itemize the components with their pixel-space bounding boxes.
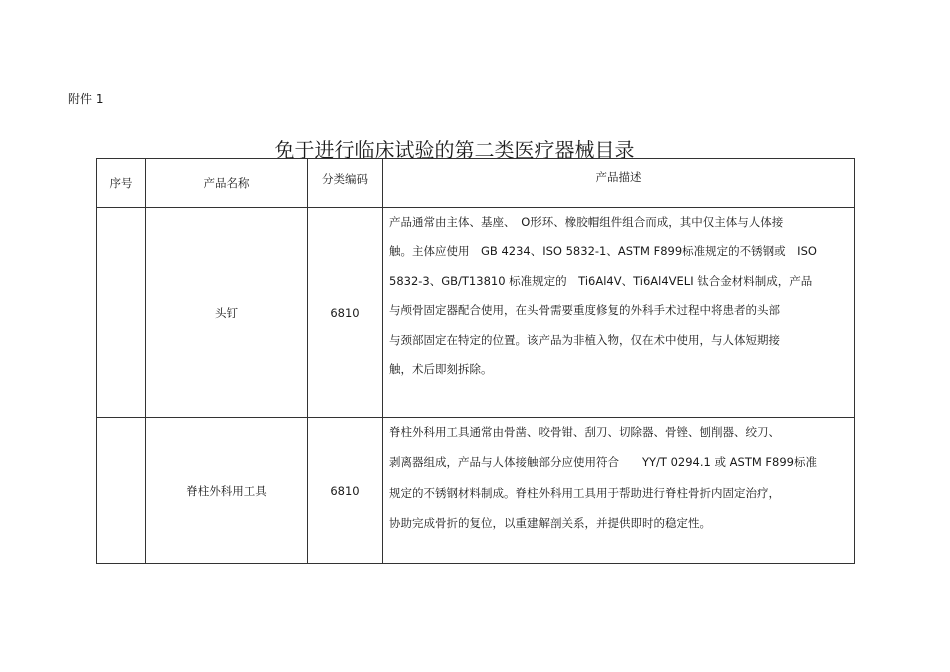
description-line: 触，术后即刻拆除。 [389,361,493,376]
description-line: 剥离器组成，产品与人体接触部分应使用符合 YY/T 0294.1 或 ASTM F899标准 [389,455,817,470]
description-line: 与颈部固定在特定的位置。该产品为非植入物，仅在术中使用，与人体短期接 [389,332,780,347]
description-line: 5832-3、GB/T13810 标准规定的 Ti6Al4V、Ti6Al4VELI 钛合金材料制成，产品 [389,273,813,288]
header-serial-number: 序号 [97,159,146,208]
product-description-cell [383,208,855,418]
serial-number-cell [97,208,146,418]
product-description-cell [383,418,855,564]
product-name-cell: 脊柱外科用工具 [146,418,308,564]
catalog-table [96,158,855,564]
product-name-cell: 头钉 [146,208,308,418]
header-product-name: 产品名称 [146,159,308,208]
classification-code-cell: 6810 [308,418,383,564]
table-row [97,208,855,418]
serial-number-cell [97,418,146,564]
table-header-row [97,159,855,208]
header-product-description: 产品描述 [383,159,855,208]
header-classification-code: 分类编码 [308,159,383,208]
description-line: 规定的不锈钢材料制成。脊柱外科用工具用于帮助进行脊柱骨折内固定治疗， [389,485,780,500]
table-row [97,418,855,564]
description-line: 与颅骨固定器配合使用，在头骨需要重度修复的外科手术过程中将患者的头部 [389,303,780,318]
document-title: 免于进行临床试验的第二类医疗器械目录 [274,138,635,162]
attachment-label: 附件 1 [68,92,104,106]
classification-code-cell: 6810 [308,208,383,418]
description-line: 产品通常由主体、基座、 O形环、橡胶帽组件组合而成，其中仅主体与人体接 [389,215,784,229]
description-line: 触。主体应使用 GB 4234、ISO 5832-1、ASTM F899标准规定的不锈钢或 ISO [389,244,817,259]
description-line: 脊柱外科用工具通常由骨凿、咬骨钳、刮刀、切除器、骨锉、刨削器、绞刀、 [389,425,780,439]
description-line: 协助完成骨折的复位，以重建解剖关系，并提供即时的稳定性。 [389,516,711,531]
